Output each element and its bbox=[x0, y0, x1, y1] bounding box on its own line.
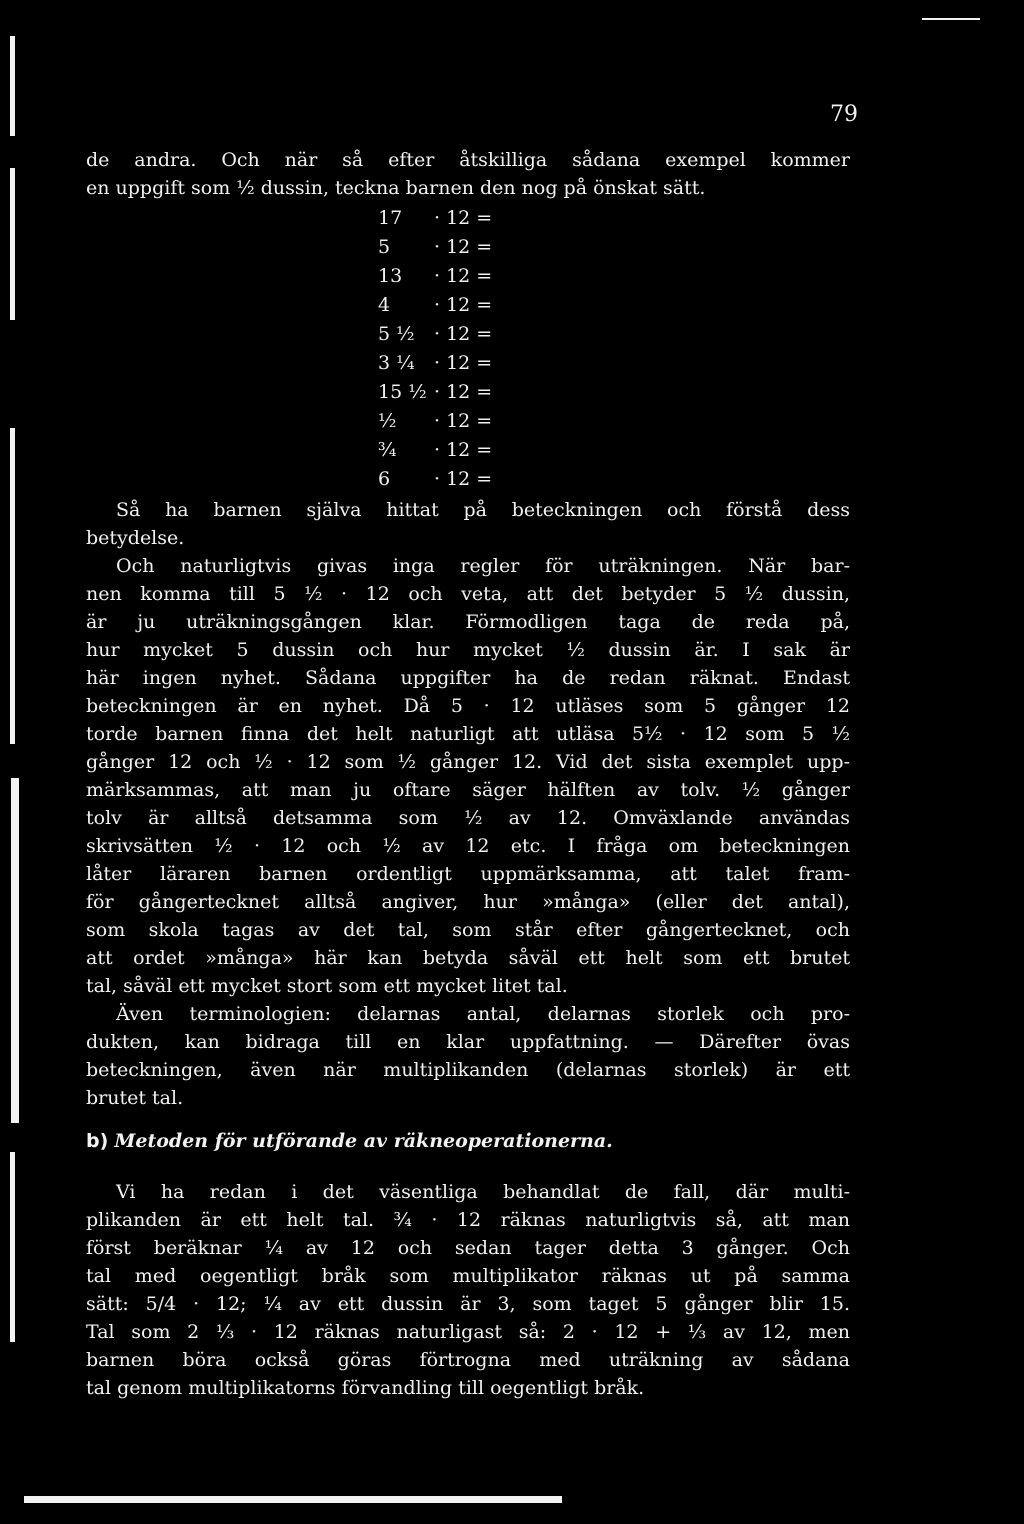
text-line: Vi ha redan i det väsentliga behandlat de fall, där multi- bbox=[116, 1181, 850, 1203]
text-line: barnen böra också göras förtrogna med uträkning av sådana bbox=[86, 1349, 850, 1371]
text-line: hur mycket 5 dussin och hur mycket ½ dussin är. I sak är bbox=[86, 639, 850, 661]
equation-rest: · 12 = bbox=[434, 439, 493, 461]
text-line: låter läraren barnen ordentligt uppmärksamma, att talet fram- bbox=[86, 863, 850, 885]
equation-multiplier: ¾ bbox=[378, 439, 397, 461]
equation-multiplier: 15 ½ bbox=[378, 381, 427, 403]
equation-multiplier: 6 bbox=[378, 468, 391, 490]
scan-edge-left-3 bbox=[10, 428, 15, 744]
scan-edge-top bbox=[922, 18, 980, 20]
equation-multiplier: 5 bbox=[378, 236, 391, 258]
equation-row bbox=[378, 233, 598, 261]
text-line: Även terminologien: delarnas antal, delarnas storlek och pro- bbox=[116, 1003, 850, 1025]
equation-multiplier: 13 bbox=[378, 265, 403, 287]
text-line: tal, såväl ett mycket stort som ett mycket litet tal. bbox=[86, 975, 568, 997]
equation-rest: · 12 = bbox=[434, 352, 493, 374]
equation-row bbox=[378, 436, 598, 464]
equation-multiplier: ½ bbox=[378, 410, 397, 432]
text-line: gånger 12 och ½ · 12 som ½ gånger 12. Vid det sista exemplet upp- bbox=[86, 751, 850, 773]
equation-multiplier: 17 bbox=[378, 207, 403, 229]
text-line: beteckningen, även när multiplikanden (delarnas storlek) är ett bbox=[86, 1059, 850, 1081]
equation-row bbox=[378, 320, 598, 348]
text-line: nen komma till 5 ½ · 12 och veta, att det betyder 5 ½ dussin, bbox=[86, 583, 850, 605]
equation-row bbox=[378, 204, 598, 232]
scan-edge-left-4 bbox=[11, 778, 19, 1123]
text-line: här ingen nyhet. Sådana uppgifter ha de redan räknat. Endast bbox=[86, 667, 850, 689]
text-line: tolv är alltså detsamma som ½ av 12. Omväxlande användas bbox=[86, 807, 850, 829]
text-line: de andra. Och när så efter åtskilliga sådana exempel kommer bbox=[86, 149, 850, 171]
text-line: skrivsätten ½ · 12 och ½ av 12 etc. I fråga om beteckningen bbox=[86, 835, 850, 857]
scan-edge-left-1 bbox=[10, 36, 15, 136]
equation-rest: · 12 = bbox=[434, 468, 493, 490]
equation-rest: · 12 = bbox=[434, 323, 493, 345]
equation-rest: · 12 = bbox=[434, 381, 493, 403]
equation-row bbox=[378, 378, 598, 406]
text-line: beteckningen är en nyhet. Då 5 · 12 utläses som 5 gånger 12 bbox=[86, 695, 850, 717]
equation-row bbox=[378, 262, 598, 290]
equation-row bbox=[378, 465, 598, 493]
equation-row bbox=[378, 349, 598, 377]
text-line: brutet tal. bbox=[86, 1087, 184, 1109]
text-line: betydelse. bbox=[86, 527, 185, 549]
section-title: Metoden för utförande av räkneoperationerna. bbox=[114, 1130, 613, 1152]
equation-rest: · 12 = bbox=[434, 265, 493, 287]
text-line: är ju uträkningsgången klar. Förmodligen taga de reda på, bbox=[86, 611, 850, 633]
text-line: tal med oegentligt bråk som multiplikator räknas ut på samma bbox=[86, 1265, 850, 1287]
equation-multiplier: 4 bbox=[378, 294, 391, 316]
equation-rest: · 12 = bbox=[434, 207, 493, 229]
text-line: dukten, kan bidraga till en klar uppfattning. — Därefter övas bbox=[86, 1031, 850, 1053]
text-line: Och naturligtvis givas inga regler för uträkningen. När bar- bbox=[116, 555, 850, 577]
scan-edge-left-5 bbox=[10, 1152, 15, 1342]
equation-multiplier: 3 ¼ bbox=[378, 352, 415, 374]
page-number: 79 bbox=[830, 102, 858, 127]
scan-edge-bottom bbox=[24, 1496, 562, 1503]
equation-row bbox=[378, 407, 598, 435]
text-line: en uppgift som ½ dussin, teckna barnen den nog på önskat sätt. bbox=[86, 177, 706, 199]
text-line: Så ha barnen själva hittat på beteckningen och förstå dess bbox=[116, 499, 850, 521]
text-line: märksammas, att man ju oftare säger hälften av tolv. ½ gånger bbox=[86, 779, 850, 801]
text-line: sätt: 5/4 · 12; ¼ av ett dussin är 3, som taget 5 gånger blir 15. bbox=[86, 1293, 850, 1315]
section-heading bbox=[86, 1126, 850, 1156]
equation-rest: · 12 = bbox=[434, 236, 493, 258]
text-line: Tal som 2 ⅓ · 12 räknas naturligast så: 2 · 12 + ⅓ av 12, men bbox=[86, 1321, 850, 1343]
equation-rest: · 12 = bbox=[434, 294, 493, 316]
equation-rest: · 12 = bbox=[434, 410, 493, 432]
text-line: torde barnen finna det helt naturligt att utläsa 5½ · 12 som 5 ½ bbox=[86, 723, 850, 745]
text-line: plikanden är ett helt tal. ¾ · 12 räknas naturligtvis så, att man bbox=[86, 1209, 850, 1231]
text-line: som skola tagas av det tal, som står efter gångertecknet, och bbox=[86, 919, 850, 941]
equation-multiplier: 5 ½ bbox=[378, 323, 415, 345]
text-line: för gångertecknet alltså angiver, hur »många» (eller det antal), bbox=[86, 891, 850, 913]
equation-row bbox=[378, 291, 598, 319]
scan-edge-left-2 bbox=[10, 168, 15, 320]
text-line: att ordet »många» här kan betyda såväl ett helt som ett brutet bbox=[86, 947, 850, 969]
text-line: tal genom multiplikatorns förvandling till oegentligt bråk. bbox=[86, 1377, 645, 1399]
section-label: b) bbox=[86, 1130, 109, 1152]
text-line: först beräknar ¼ av 12 och sedan tager detta 3 gånger. Och bbox=[86, 1237, 850, 1259]
